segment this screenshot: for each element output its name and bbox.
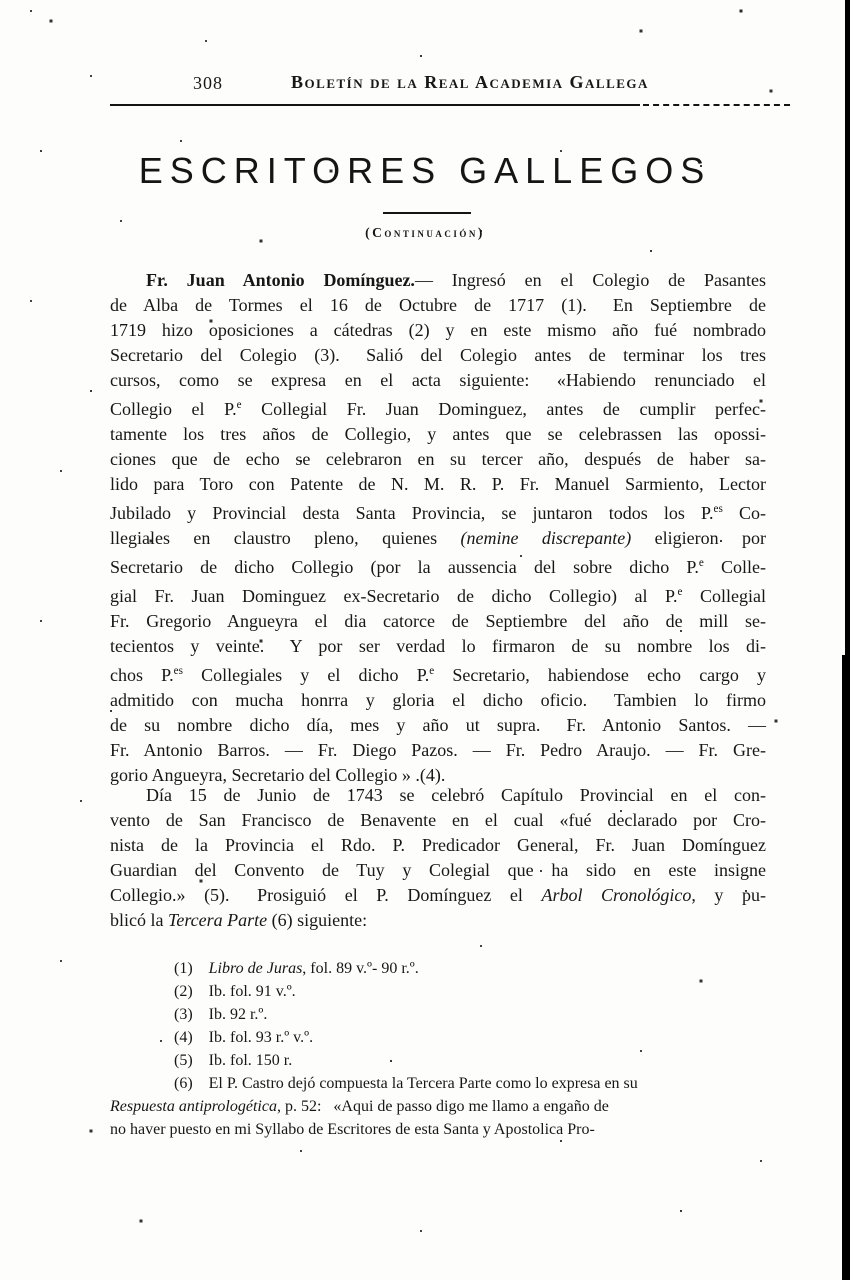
text-line bbox=[110, 858, 766, 883]
text-segment: ciones que de echo se celebraron en su tercer año, después de haber sa- bbox=[110, 449, 766, 469]
text-segment: Día 15 de Junio de 1743 se celebró Capítulo Provincial en el con- bbox=[110, 785, 766, 805]
page-number: 308 bbox=[193, 73, 223, 93]
text-line bbox=[110, 580, 766, 609]
italic-text: Libro de Juras bbox=[208, 960, 303, 977]
text-line bbox=[110, 713, 766, 738]
text-line bbox=[110, 1026, 794, 1049]
journal-title: Boletín de la Real Academia Gallega bbox=[291, 72, 649, 92]
scan-edge-artifact-wide bbox=[842, 655, 850, 1280]
text-line bbox=[110, 738, 766, 763]
article-subtitle: (Continuación) bbox=[365, 225, 485, 240]
text-line bbox=[110, 833, 766, 858]
text-segment: no haver puesto en mi Syllabo de Escritores de esta Santa y Apostolica Pro- bbox=[110, 1121, 595, 1138]
text-line bbox=[110, 634, 766, 659]
bold-text: Fr. Juan Antonio Domínguez. bbox=[146, 270, 415, 290]
text-segment: Secretario, habiendose echo cargo y bbox=[434, 665, 766, 685]
title-divider-rule bbox=[383, 212, 471, 214]
text-segment: (6) El P. Castro dejó compuesta la Tercera Parte como lo expresa en su bbox=[110, 1075, 638, 1092]
text-segment: (4) Ib. fol. 93 r.º v.º. bbox=[110, 1029, 314, 1046]
text-segment: Fr. Gregorio Angueyra el dia catorce de Septiembre del año de mill se- bbox=[110, 611, 766, 631]
text-segment bbox=[110, 270, 146, 290]
body-paragraph-1 bbox=[110, 268, 766, 788]
text-segment: lido para Toro con Patente de N. M. R. P. Fr. Manuel Sarmiento, Lector bbox=[110, 474, 766, 494]
text-segment: Colle- bbox=[703, 557, 766, 577]
text-segment: Co- bbox=[722, 503, 767, 523]
text-segment: de su nombre dicho día, mes y año ut supra. Fr. Antonio Santos. — bbox=[110, 715, 766, 735]
italic-text: Respuesta antiprologética bbox=[110, 1098, 277, 1115]
text-segment: (2) Ib. fol. 91 v.º. bbox=[110, 983, 296, 1000]
text-segment: Fr. Antonio Barros. — Fr. Diego Pazos. — Fr. Pedro Araujo. — Fr. Gre- bbox=[110, 740, 766, 760]
text-segment: , p. 52: «Aqui de passo digo me llamo a engaño de bbox=[276, 1098, 609, 1115]
text-line bbox=[110, 957, 794, 980]
text-segment: gial Fr. Juan Dominguez ex-Secretario de dicho Collegio) al P. bbox=[110, 586, 678, 606]
text-line bbox=[110, 1095, 794, 1118]
text-segment: Guardian del Convento de Tuy y Colegial que ha sido en este insigne bbox=[110, 860, 766, 880]
text-segment: cursos, como se expresa en el acta siguiente: «Habiendo renunciado el bbox=[110, 370, 766, 390]
text-line bbox=[110, 980, 794, 1003]
text-segment: llegiales en claustro pleno, quienes bbox=[110, 528, 461, 548]
text-segment: (1) bbox=[110, 960, 209, 977]
text-segment: (6) siguiente: bbox=[267, 910, 368, 930]
text-segment: eligieron por bbox=[631, 528, 767, 548]
superscript-text: e bbox=[236, 399, 242, 411]
text-segment: , fol. 89 v.º- 90 r.º. bbox=[302, 960, 419, 977]
text-segment: Jubilado y Provincial desta Santa Provincia, se juntaron todos los P. bbox=[110, 503, 714, 523]
text-line bbox=[110, 497, 766, 526]
superscript-text: es bbox=[713, 503, 723, 515]
footnotes-block bbox=[110, 957, 794, 1141]
text-segment: Collegio el P. bbox=[110, 399, 237, 419]
text-line bbox=[110, 318, 766, 343]
text-segment: (5) Ib. fol. 150 r. bbox=[110, 1052, 293, 1069]
text-segment: tamente los tres años de Collegio, y antes que se celebrassen las opossi- bbox=[110, 424, 766, 444]
text-line bbox=[110, 268, 766, 293]
text-segment: Collegial bbox=[682, 586, 766, 606]
superscript-text: e bbox=[429, 665, 435, 677]
text-segment: , y pu- bbox=[691, 885, 766, 905]
italic-text: (nemine discrepante) bbox=[460, 528, 632, 548]
text-segment: nista de la Provincia el Rdo. P. Predicador General, Fr. Juan Domínguez bbox=[110, 835, 766, 855]
text-segment: tecientos y veinte. Y por ser verdad lo firmaron de su nombre los di- bbox=[110, 636, 766, 656]
article-title: ESCRITORES GALLEGOS bbox=[138, 150, 712, 191]
superscript-text: es bbox=[173, 665, 183, 677]
text-segment: 1719 hizo oposiciones a cátedras (2) y en este mismo año fué nombrado bbox=[110, 320, 766, 340]
text-segment: Secretario del Colegio (3). Salió del Colegio antes de terminar los tres bbox=[110, 345, 766, 365]
text-line bbox=[110, 293, 766, 318]
text-line bbox=[110, 1003, 794, 1026]
text-segment: (3) Ib. 92 r.º. bbox=[110, 1006, 268, 1023]
text-line bbox=[110, 1049, 794, 1072]
text-line bbox=[110, 551, 766, 580]
text-line bbox=[110, 447, 766, 472]
body-paragraph-2 bbox=[110, 783, 766, 933]
text-segment: vento de San Francisco de Benavente en el cual «fué declarado por Cro- bbox=[110, 810, 766, 830]
superscript-text: e bbox=[698, 557, 704, 569]
text-line bbox=[110, 609, 766, 634]
italic-text: Arbol Cronológico bbox=[541, 885, 692, 905]
text-line bbox=[110, 472, 766, 497]
text-line bbox=[110, 908, 766, 933]
text-line bbox=[110, 1118, 794, 1141]
text-segment: blicó la bbox=[110, 910, 168, 930]
italic-text: Tercera Parte bbox=[167, 910, 268, 930]
text-line bbox=[110, 883, 766, 908]
text-segment: Collegial Fr. Juan Dominguez, antes de cumplir perfec- bbox=[241, 399, 766, 419]
text-line bbox=[110, 393, 766, 422]
text-line bbox=[110, 1072, 794, 1095]
text-segment: Collegiales y el dicho P. bbox=[182, 665, 430, 685]
scan-noise-speckles bbox=[0, 0, 2, 2]
text-line bbox=[110, 343, 766, 368]
text-segment: — Ingresó en el Colegio de Pasantes bbox=[414, 270, 767, 290]
text-line bbox=[110, 659, 766, 688]
superscript-text: e bbox=[677, 586, 683, 598]
text-segment: admitido con mucha honrra y gloria el dicho oficio. Tambien lo firmo bbox=[110, 690, 766, 710]
text-line bbox=[110, 422, 766, 447]
text-line bbox=[110, 368, 766, 393]
text-line bbox=[110, 783, 766, 808]
text-segment: gorio Angueyra, Secretario del Collegio » .(4). bbox=[110, 765, 446, 785]
text-segment: chos P. bbox=[110, 665, 174, 685]
text-segment: Collegio.» (5). Prosiguió el P. Domínguez el bbox=[110, 885, 542, 905]
text-line bbox=[110, 688, 766, 713]
header-rule bbox=[110, 104, 640, 106]
text-segment: Secretario de dicho Collegio (por la aussencia del sobre dicho P. bbox=[110, 557, 699, 577]
header-rule-dash bbox=[643, 104, 790, 106]
text-line bbox=[110, 526, 766, 551]
text-line bbox=[110, 808, 766, 833]
text-segment: de Alba de Tormes el 16 de Octubre de 1717 (1). En Septiembre de bbox=[110, 295, 766, 315]
